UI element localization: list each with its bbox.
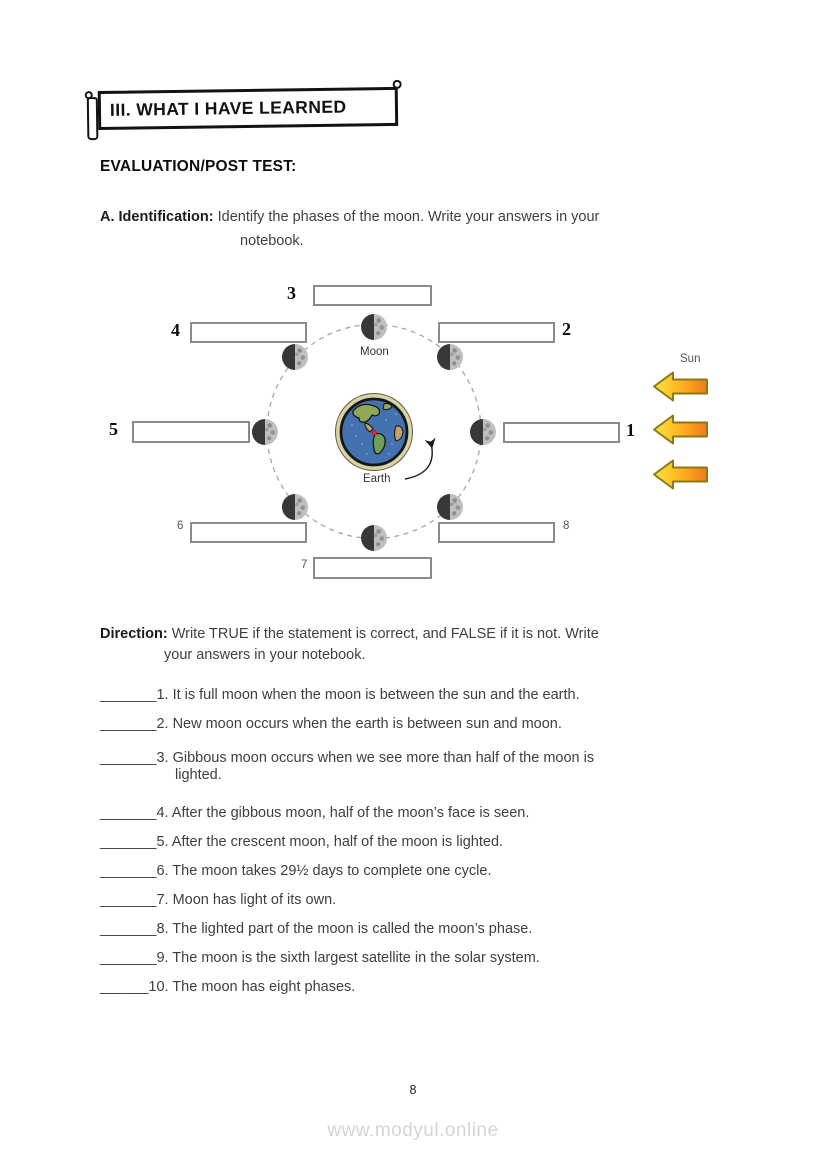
banner-title: III. WHAT I HAVE LEARNED bbox=[109, 96, 347, 120]
moon-label: Moon bbox=[360, 346, 389, 358]
earth-icon bbox=[334, 392, 414, 472]
evaluation-heading: EVALUATION/POST TEST: bbox=[100, 158, 297, 175]
statement-row bbox=[100, 979, 720, 996]
identification-line1 bbox=[100, 205, 740, 229]
box-number-5: 5 bbox=[109, 419, 118, 439]
statement-row bbox=[100, 805, 720, 822]
box-number-4: 4 bbox=[171, 320, 180, 340]
direction-line1 bbox=[100, 624, 740, 645]
sun-arrow-icon bbox=[652, 414, 709, 445]
statement-text: _______5. After the crescent moon, half of the moon is lighted. bbox=[100, 834, 504, 850]
earth-marker-icon bbox=[372, 431, 377, 436]
moon-phase-icon bbox=[282, 494, 308, 520]
identification-instruction bbox=[100, 205, 740, 253]
moon-phase-icon bbox=[361, 525, 387, 551]
direction-instruction bbox=[100, 624, 740, 666]
direction-line2: your answers in your notebook. bbox=[164, 647, 366, 663]
answer-box-5 bbox=[132, 421, 250, 443]
watermark: www.modyul.online bbox=[327, 1120, 499, 1141]
moon-phase-icon bbox=[437, 344, 463, 370]
statement-row bbox=[100, 834, 720, 851]
statement-text: _______3. Gibbous moon occurs when we see more than half of the moon is bbox=[100, 750, 595, 766]
box-number-8: 8 bbox=[563, 520, 570, 532]
earth-label: Earth bbox=[363, 473, 391, 485]
moon-phase-icon bbox=[361, 314, 387, 340]
direction-text: Write TRUE if the statement is correct, and FALSE if it is not. Write bbox=[171, 626, 599, 642]
moon-phase-icon bbox=[470, 419, 496, 445]
answer-box-3 bbox=[313, 285, 432, 306]
sun-arrow-icon bbox=[652, 459, 709, 490]
answer-box-6 bbox=[190, 522, 307, 543]
statement-text: _______2. New moon occurs when the earth is between sun and moon. bbox=[100, 716, 562, 732]
moon-phase-icon bbox=[282, 344, 308, 370]
sun-label: Sun bbox=[680, 353, 701, 365]
sun-arrow-icon bbox=[652, 371, 709, 402]
statement-text: _______8. The lighted part of the moon is called the moon’s phase. bbox=[100, 921, 533, 937]
answer-box-7 bbox=[313, 557, 432, 579]
scroll-roll-icon bbox=[87, 97, 99, 140]
answer-box-4 bbox=[190, 322, 307, 343]
identification-text: Identify the phases of the moon. Write your answers in your bbox=[217, 209, 600, 225]
scroll-curl-icon bbox=[393, 80, 402, 89]
true-false-statements bbox=[100, 687, 720, 1008]
moon-phase-icon bbox=[437, 494, 463, 520]
statement-row bbox=[100, 687, 720, 704]
statement-text: lighted. bbox=[175, 767, 222, 783]
answer-box-8 bbox=[438, 522, 555, 543]
answer-box-1 bbox=[503, 422, 620, 443]
statement-text: _______4. After the gibbous moon, half of the moon’s face is seen. bbox=[100, 805, 530, 821]
statement-text: ______10. The moon has eight phases. bbox=[100, 979, 356, 995]
statement-row bbox=[100, 750, 720, 784]
moon-phase-icon bbox=[252, 419, 278, 445]
statement-text: _______6. The moon takes 29½ days to complete one cycle. bbox=[100, 863, 492, 879]
direction-label: Direction: bbox=[100, 626, 168, 642]
box-number-7: 7 bbox=[301, 559, 308, 571]
identification-line2: notebook. bbox=[240, 233, 304, 249]
statement-row bbox=[100, 892, 720, 909]
identification-label: A. Identification: bbox=[100, 209, 214, 225]
statement-row bbox=[100, 921, 720, 938]
box-number-6: 6 bbox=[177, 520, 184, 532]
box-number-2: 2 bbox=[562, 319, 571, 339]
section-banner bbox=[85, 80, 404, 142]
statement-text: _______7. Moon has light of its own. bbox=[100, 892, 337, 908]
statement-row bbox=[100, 950, 720, 967]
statement-text: _______1. It is full moon when the moon is between the sun and the earth. bbox=[100, 687, 580, 703]
banner-frame bbox=[98, 87, 399, 130]
statement-text: _______9. The moon is the sixth largest satellite in the solar system. bbox=[100, 950, 540, 966]
box-number-3: 3 bbox=[287, 283, 296, 303]
box-number-1: 1 bbox=[626, 420, 635, 440]
statement-row bbox=[100, 863, 720, 880]
answer-box-2 bbox=[438, 322, 555, 343]
page-number: 8 bbox=[409, 1083, 417, 1097]
statement-row bbox=[100, 716, 720, 733]
